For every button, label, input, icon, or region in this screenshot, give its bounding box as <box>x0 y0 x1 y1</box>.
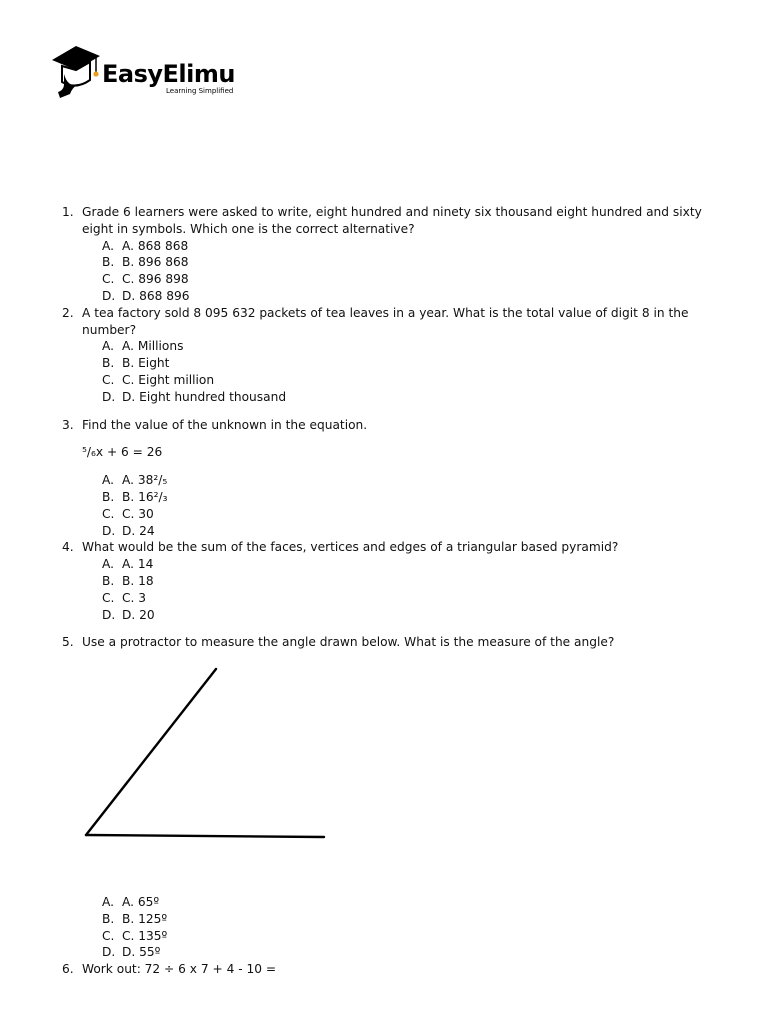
angle-figure <box>80 659 342 845</box>
question-text: Find the value of the unknown in the equation. <box>82 417 368 432</box>
option-text: B. 125º <box>122 911 168 926</box>
question-6 <box>62 961 728 978</box>
option-text: D. 24 <box>122 523 155 538</box>
option <box>102 590 728 607</box>
option-text: A. 14 <box>122 557 154 572</box>
question-3 <box>62 417 728 434</box>
option <box>102 254 728 271</box>
option <box>102 389 728 406</box>
option <box>102 372 728 389</box>
options-q3 <box>62 472 728 539</box>
option <box>102 556 728 573</box>
option <box>102 472 728 489</box>
option-text: B. Eight <box>122 356 170 371</box>
question-5 <box>62 634 728 651</box>
brand-name: EasyElimu <box>102 60 235 88</box>
option <box>102 894 728 911</box>
option-letter: C. <box>102 590 115 605</box>
option-letter: B. <box>102 356 115 371</box>
option-letter: B. <box>102 573 115 588</box>
option-text: A. 38²/₅ <box>122 473 168 488</box>
option-letter: D. <box>102 945 116 960</box>
option <box>102 911 728 928</box>
question-2 <box>62 305 728 339</box>
question-list <box>62 204 728 978</box>
option-text: C. 135º <box>122 928 168 943</box>
option-letter: C. <box>102 272 115 287</box>
question-number: 6. <box>62 962 74 977</box>
question-1 <box>62 204 728 238</box>
option <box>102 489 728 506</box>
angle-arm-upper <box>86 669 216 835</box>
option <box>102 238 728 255</box>
option-text: B. 18 <box>122 573 154 588</box>
option <box>102 506 728 523</box>
option-letter: C. <box>102 928 115 943</box>
option-letter: A. <box>102 339 114 354</box>
option-letter: A. <box>102 473 114 488</box>
option-letter: D. <box>102 389 116 404</box>
question-text: A tea factory sold 8 095 632 packets of tea leaves in a year. What is the total value of digit 8 in the number? <box>82 305 689 337</box>
options-q1 <box>62 238 728 305</box>
option <box>102 338 728 355</box>
option <box>102 355 728 372</box>
option-text: B. 896 868 <box>122 255 189 270</box>
option-text: D. 20 <box>122 607 155 622</box>
option-text: B. 16²/₃ <box>122 489 168 504</box>
option-letter: A. <box>102 894 114 909</box>
angle-arm-base <box>86 835 324 837</box>
question-4 <box>62 539 728 556</box>
option-text: D. Eight hundred thousand <box>122 389 287 404</box>
option-letter: D. <box>102 523 116 538</box>
question-text: Work out: 72 ÷ 6 x 7 + 4 - 10 = <box>82 962 277 977</box>
options-q5 <box>62 894 728 961</box>
question-number: 4. <box>62 540 74 555</box>
option-text: C. 30 <box>122 506 154 521</box>
option <box>102 573 728 590</box>
question-number: 2. <box>62 305 74 320</box>
option-letter: A. <box>102 557 114 572</box>
option-text: D. 55º <box>122 945 161 960</box>
option-letter: B. <box>102 911 115 926</box>
graduation-cap-icon <box>50 44 104 100</box>
option <box>102 523 728 540</box>
options-q4 <box>62 556 728 623</box>
option <box>102 928 728 945</box>
option-letter: C. <box>102 506 115 521</box>
option-letter: B. <box>102 255 115 270</box>
option <box>102 288 728 305</box>
option-text: A. Millions <box>122 339 184 354</box>
question-text: What would be the sum of the faces, vertices and edges of a triangular based pyramid? <box>82 540 619 555</box>
option-letter: C. <box>102 372 115 387</box>
option-letter: A. <box>102 238 114 253</box>
question-number: 5. <box>62 635 74 650</box>
option-text: A. 868 868 <box>122 238 189 253</box>
brand-tagline: Learning Simplified <box>166 87 234 95</box>
option-text: C. 896 898 <box>122 272 189 287</box>
logo <box>50 44 250 100</box>
option-letter: D. <box>102 288 116 303</box>
question-number: 3. <box>62 417 74 432</box>
option-text: C. 3 <box>122 590 147 605</box>
question-text: Grade 6 learners were asked to write, eight hundred and ninety six thousand eight hundred and sixty eight in symbols. Which one is the correct alternative? <box>82 205 702 236</box>
question-number: 1. <box>62 205 74 219</box>
option <box>102 607 728 624</box>
option-text: C. Eight million <box>122 372 215 387</box>
option-text: D. 868 896 <box>122 288 190 303</box>
option-text: A. 65º <box>122 894 160 909</box>
option <box>102 271 728 288</box>
option-letter: B. <box>102 489 115 504</box>
question-text: Use a protractor to measure the angle drawn below. What is the measure of the angle? <box>82 635 615 650</box>
options-q2 <box>62 338 728 405</box>
equation: ⁵/₆x + 6 = 26 <box>82 445 163 460</box>
option <box>102 944 728 961</box>
option-letter: D. <box>102 607 116 622</box>
